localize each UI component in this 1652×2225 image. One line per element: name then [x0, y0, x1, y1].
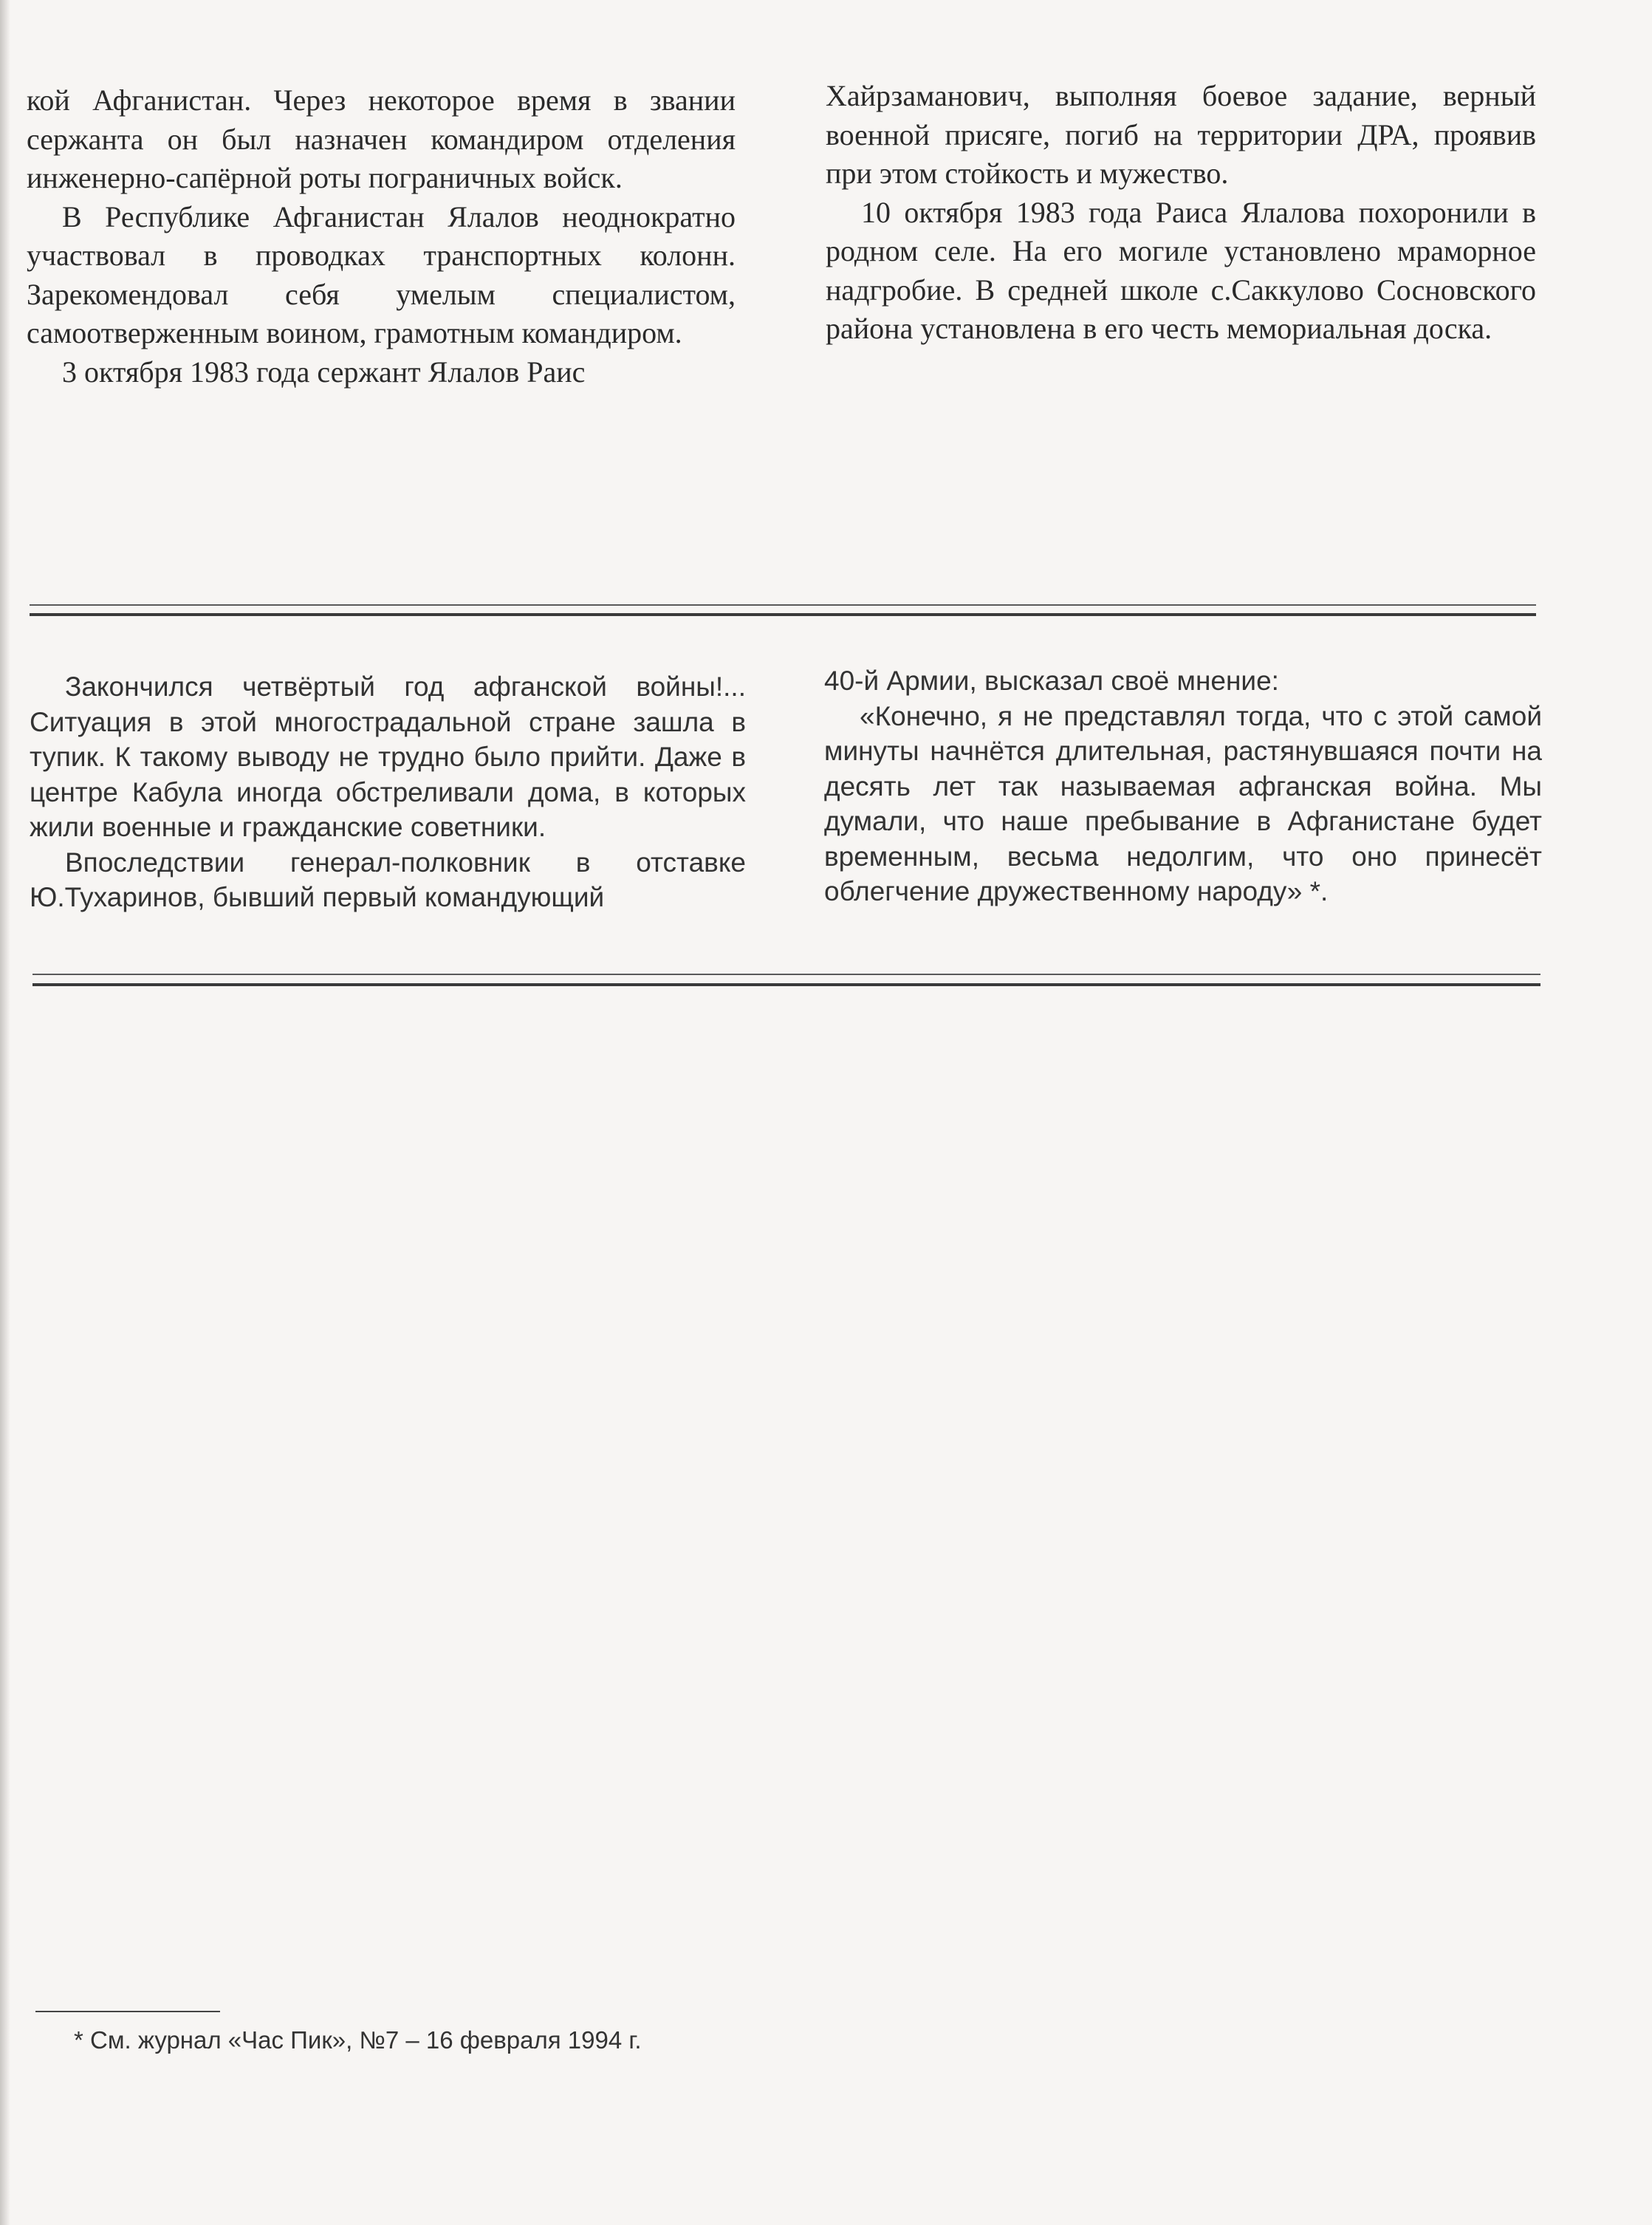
- footnote-rule: [35, 2011, 220, 2012]
- top-article-left-column: [27, 81, 736, 392]
- divider-upper-thin: [30, 604, 1536, 606]
- paragraph: 40-й Армии, высказал своё мнение:: [824, 666, 1279, 696]
- paragraph: кой Афганистан. Через некоторое время в звании сержанта он был назначен командиром отделения инженерно-сапёрной роты пограничных войск.: [27, 83, 736, 194]
- paragraph: «Конечно, я не представлял тогда, что с этой самой минуты начнётся длительная, растянувшаяся почти на десять лет так называемая афганская война. Мы думали, что наше пребывание в Афганистане будет временным, весьма недолгим, что оно принесёт облегчение дружественному народу» *.: [824, 700, 1542, 906]
- paragraph: В Республике Афганистан Ялалов неоднократно участвовал в проводках транспортных колонн. Зарекомендовал себя умелым специалистом, самоотверженным воином, грамотным командиром.: [27, 199, 736, 349]
- paragraph: Закончился четвёртый год афганской войны!... Ситуация в этой многострадальной стране зашла в тупик. К такому выводу не трудно было прийти. Даже в центре Кабула иногда обстреливали дома, в которых жили военные и гражданские советники.: [30, 671, 746, 842]
- quote-box-left-column: [30, 669, 746, 915]
- paragraph: Хайрзаманович, выполняя боевое задание, верный военной присяге, погиб на территории ДРА, проявив при этом стойкость и мужество.: [826, 79, 1536, 190]
- divider-lower-thick: [32, 983, 1540, 986]
- footnote: * См. журнал «Час Пик», №7 – 16 февраля 1994 г.: [74, 2026, 642, 2054]
- divider-upper-thick: [30, 613, 1536, 616]
- divider-lower-thin: [32, 974, 1540, 975]
- quote-box-right-column: [824, 663, 1542, 909]
- paragraph: 10 октября 1983 года Раиса Ялалова похоронили в родном селе. На его могиле установлено мраморное надгробие. В средней школе с.Саккулово Сосновского района установлена в его честь мемориальная доска.: [826, 195, 1536, 345]
- paragraph: 3 октября 1983 года сержант Ялалов Раис: [62, 355, 586, 389]
- paragraph: Впоследствии генерал-полковник в отставке Ю.Тухаринов, бывший первый командующий: [30, 847, 746, 912]
- top-article-right-column: [826, 77, 1536, 349]
- page-edge-shadow: [0, 0, 10, 2225]
